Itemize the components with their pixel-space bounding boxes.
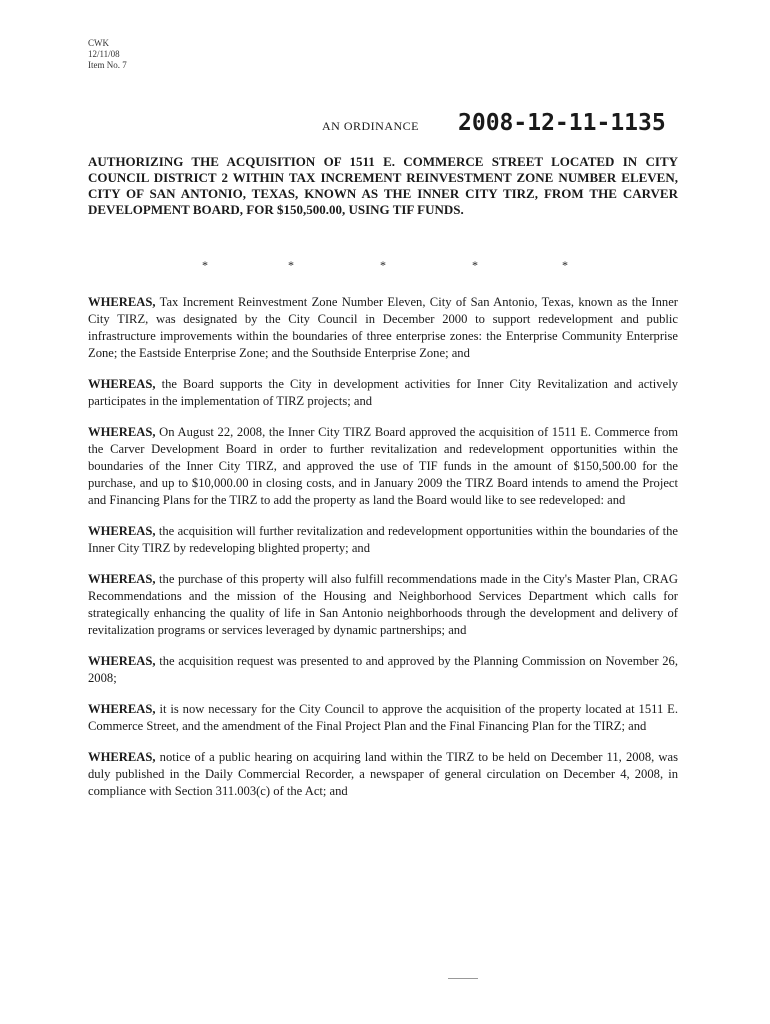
whereas-text: Tax Increment Reinvestment Zone Number Eleven, City of San Antonio, Texas, known as the Inner City TIRZ, was designated by the City Council in December 2000 to support redevelopment and public infrastructure improvements within the boundaries of three enterprise zones: the Enterprise Community Enterprise Zone; the Eastside Enterprise Zone; and the Southside Enterprise Zone; and xyxy=(88,295,678,360)
whereas-paragraph xyxy=(88,653,678,687)
whereas-lead: WHEREAS, xyxy=(88,654,156,668)
separator-star: * xyxy=(472,258,478,272)
whereas-paragraph xyxy=(88,523,678,557)
ordinance-caption: AUTHORIZING THE ACQUISITION OF 1511 E. COMMERCE STREET LOCATED IN CITY COUNCIL DISTRICT 2 WITHIN TAX INCREMENT REINVESTMENT ZONE NUMBER ELEVEN, CITY OF SAN ANTONIO, TEXAS, KNOWN AS THE INNER CITY TIRZ, FROM THE CARVER DEVELOPMENT BOARD, FOR $150,500.00, USING TIF FUNDS. xyxy=(88,154,678,217)
header-item-number: Item No. 7 xyxy=(88,60,127,70)
whereas-lead: WHEREAS, xyxy=(88,295,156,309)
whereas-text: the acquisition request was presented to and approved by the Planning Commission on November 26, 2008; xyxy=(88,654,678,685)
whereas-lead: WHEREAS, xyxy=(88,750,156,764)
whereas-paragraph xyxy=(88,571,678,639)
ordinance-label: AN ORDINANCE xyxy=(322,119,419,133)
whereas-lead: WHEREAS, xyxy=(88,425,156,439)
whereas-paragraph xyxy=(88,701,678,735)
whereas-lead: WHEREAS, xyxy=(88,377,156,391)
whereas-paragraph xyxy=(88,749,678,800)
header-note xyxy=(88,38,127,71)
header-date: 12/11/08 xyxy=(88,49,120,59)
ordinance-number: 2008-12-11-1135 xyxy=(458,110,666,136)
separator-star: * xyxy=(288,258,294,272)
whereas-paragraph xyxy=(88,424,678,509)
whereas-text: it is now necessary for the City Council to approve the acquisition of the property located at 1511 E. Commerce Street, and the amendment of the Final Project Plan and the Final Financing Plan for the TIRZ; and xyxy=(88,702,678,733)
whereas-paragraph xyxy=(88,376,678,410)
section-separator xyxy=(88,258,678,274)
whereas-lead: WHEREAS, xyxy=(88,572,156,586)
whereas-text: the acquisition will further revitalization and redevelopment opportunities within the boundaries of the Inner City TIRZ by redeveloping blighted property; and xyxy=(88,524,678,555)
header-initials: CWK xyxy=(88,38,109,48)
page-footer-mark xyxy=(448,978,478,980)
whereas-text: the purchase of this property will also fulfill recommendations made in the City's Master Plan, CRAG Recommendations and the mission of the Housing and Neighborhood Services Department which calls for strategically enhancing the quality of life in San Antonio neighborhoods through the development and delivery of revitalization programs or services leveraged by dynamic partnerships; and xyxy=(88,572,678,637)
ordinance-line xyxy=(322,110,742,142)
whereas-paragraph xyxy=(88,294,678,362)
separator-star: * xyxy=(562,258,568,272)
separator-star: * xyxy=(380,258,386,272)
whereas-text: the Board supports the City in development activities for Inner City Revitalization and actively participates in the implementation of TIRZ projects; and xyxy=(88,377,678,408)
separator-star: * xyxy=(202,258,208,272)
whereas-text: On August 22, 2008, the Inner City TIRZ Board approved the acquisition of 1511 E. Commerce from the Carver Development Board in order to further revitalization and redevelopment opportunities within the boundaries of the Inner City TIRZ, and approved the use of TIF funds in the amount of $150,500.00 for the purchase, and up to $10,000.00 in closing costs, and in January 2009 the TIRZ Board intends to amend the Project and Financing Plans for the TIRZ to add the property as land the Board would like to see redeveloped: and xyxy=(88,425,678,507)
whereas-text: notice of a public hearing on acquiring land within the TIRZ to be held on December 11, 2008, was duly published in the Daily Commercial Recorder, a newspaper of general circulation on December 4, 2008, in compliance with Section 311.003(c) of the Act; and xyxy=(88,750,678,798)
whereas-clauses xyxy=(88,294,678,814)
whereas-lead: WHEREAS, xyxy=(88,702,156,716)
whereas-lead: WHEREAS, xyxy=(88,524,156,538)
